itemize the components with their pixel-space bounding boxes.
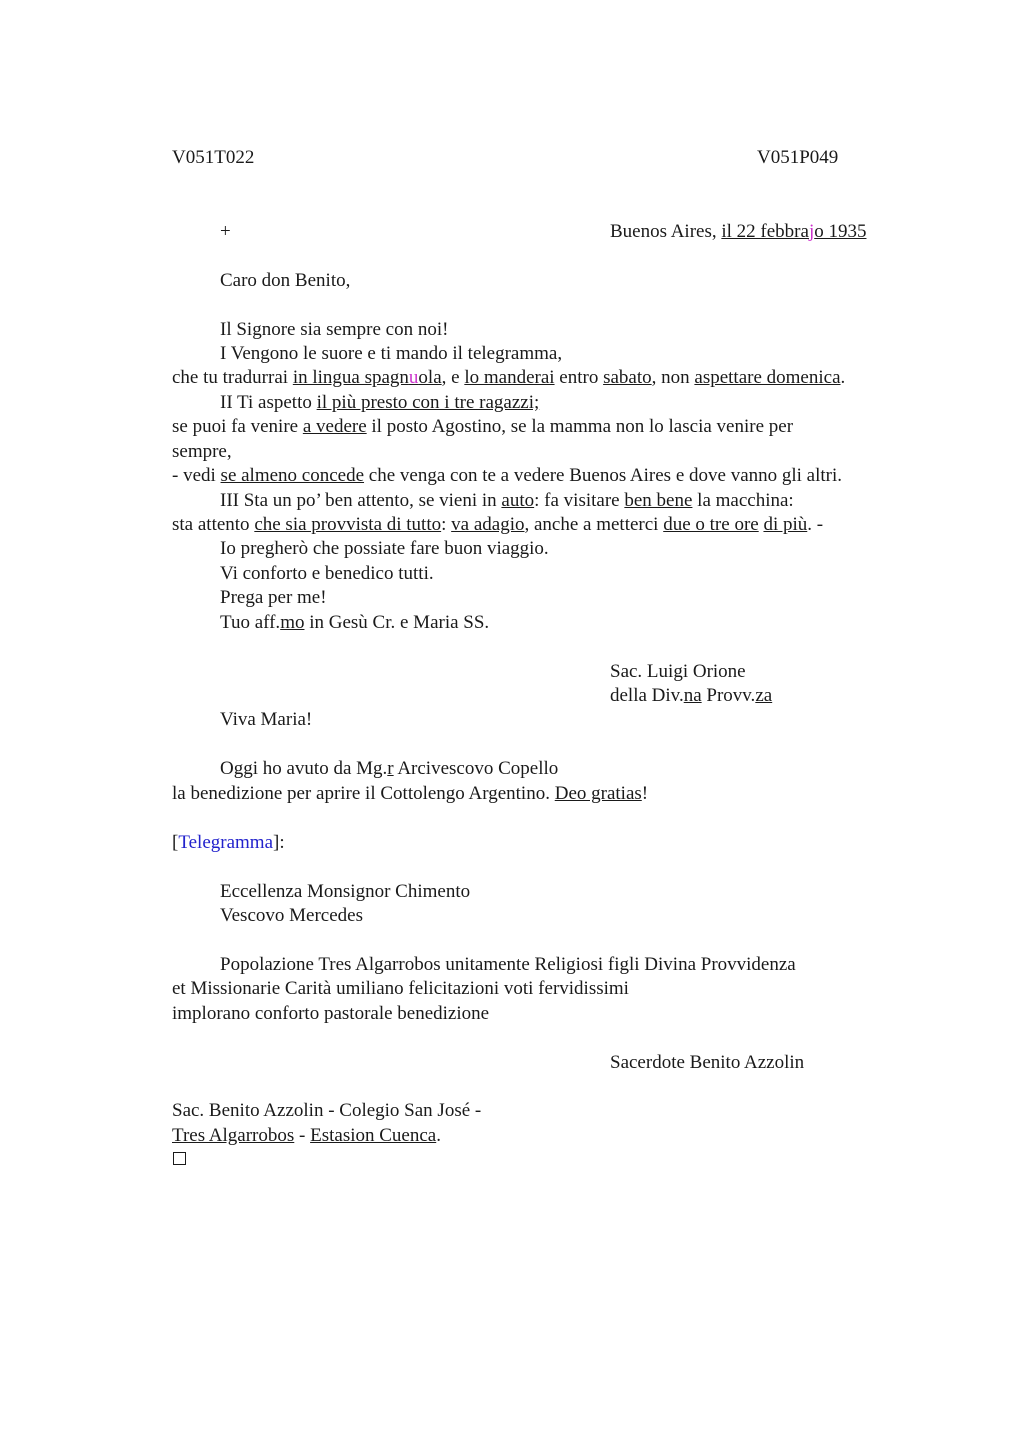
telegram-label: Telegramma [178,832,274,853]
place: Buenos Aires, [610,221,722,242]
cross-mark: + [220,221,231,242]
spelling-correction: u [408,367,419,388]
date: il 22 febbrajo 1935 [721,221,867,242]
telegram-address: Vescovo Mercedes [220,905,363,926]
body-line: Io pregherò che possiate fare buon viaggio. [220,538,549,559]
body-line: - vedi se almeno concede che venga con te a vedere Buenos Aires e dove vanno gli altri. [172,465,843,486]
viva-maria: Viva Maria! [220,709,313,730]
closing-line: Tuo aff.mo in Gesù Cr. e Maria SS. [220,612,490,633]
place-date [610,220,866,244]
telegram-body: et Missionarie Carità umiliano felicitazioni voti fervidissimi [172,978,629,999]
body-line: II Ti aspetto il più presto con i tre ragazzi; [220,392,540,413]
signature-name: Sac. Luigi Orione [610,661,746,682]
sender-line: Sac. Benito Azzolin - Colegio San José - [172,1100,482,1121]
body-line: sta attento che sia provvista di tutto: va adagio, anche a metterci due o tre ore di più. - [172,514,824,535]
salutation: Caro don Benito, [220,270,351,291]
sender-line: Tres Algarrobos - Estasion Cuenca. [172,1125,441,1146]
header-left-code: V051T022 [172,147,255,168]
postscript-line: Oggi ho avuto da Mg.r Arcivescovo Copello [220,758,559,779]
body-line: III Sta un po’ ben attento, se vieni in auto: fa visitare ben bene la macchina: [220,490,794,511]
telegram-body: Popolazione Tres Algarrobos unitamente Religiosi figli Divina Provvidenza [220,954,796,975]
body-line: Prega per me! [220,587,327,608]
signature-title: della Div.na Provv.za [610,685,773,706]
header-right-code: V051P049 [757,147,839,168]
body-line: Il Signore sia sempre con noi! [220,319,449,340]
postscript-line: la benedizione per aprire il Cottolengo Argentino. Deo gratias! [172,783,649,804]
date-correction: j [808,221,815,242]
body-line: se puoi fa venire a vedere il posto Agostino, se la mamma non lo lascia venire per [172,416,794,437]
empty-square-icon [173,1152,186,1165]
body-line: I Vengono le suore e ti mando il telegramma, [220,343,563,364]
telegram-signer: Sacerdote Benito Azzolin [610,1052,805,1073]
telegram-heading: [Telegramma]: [172,832,285,853]
telegram-body: implorano conforto pastorale benedizione [172,1003,490,1024]
body-line: che tu tradurrai in lingua spagnuola, e lo manderai entro sabato, non aspettare domenica. [172,367,846,388]
body-line: Vi conforto e benedico tutti. [220,563,434,584]
body-line: sempre, [172,441,232,462]
telegram-address: Eccellenza Monsignor Chimento [220,881,471,902]
